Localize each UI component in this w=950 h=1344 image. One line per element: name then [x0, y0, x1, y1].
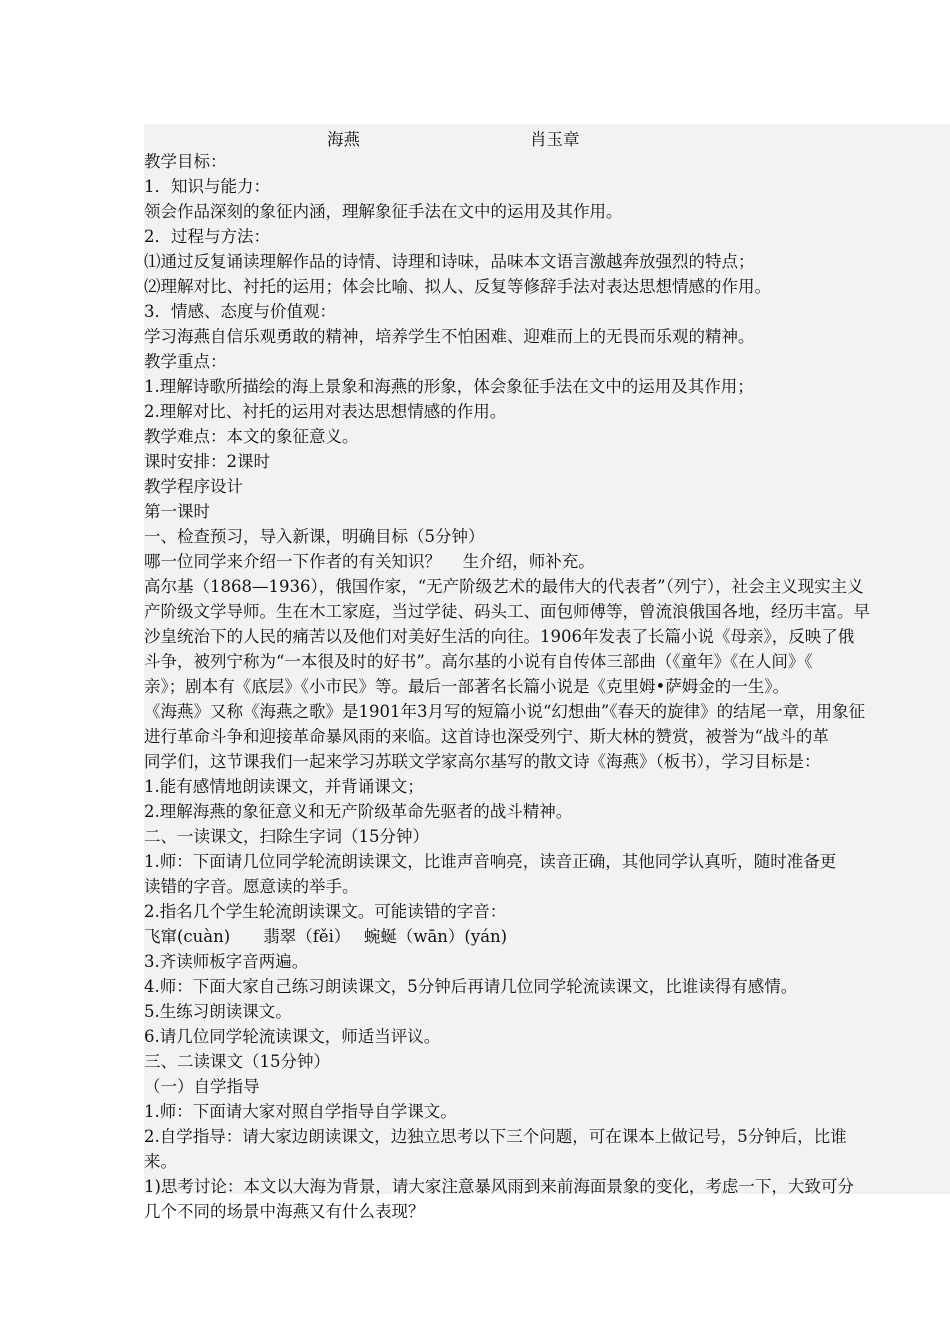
text-line: 教学程序设计	[144, 477, 243, 496]
text-line: 1)思考讨论：本文以大海为背景，请大家注意暴风雨到来前海面景象的变化，考虑一下，大致可分	[144, 1177, 854, 1196]
text-line: 斗争，被列宁称为“一本很及时的好书”。高尔基的小说有自传体三部曲（《童年》《在人间》《	[144, 652, 813, 671]
text-line: 《海燕》又称《海燕之歌》是1901年3月写的短篇小说“幻想曲”《春天的旋律》的结尾一章，用象征	[144, 702, 866, 721]
document-body	[144, 149, 950, 1224]
text-line: 1.师：下面请大家对照自学指导自学课文。	[144, 1102, 457, 1121]
text-line: 教学难点：本文的象征意义。	[144, 427, 359, 446]
text-line: 2.理解对比、衬托的运用对表达思想情感的作用。	[144, 402, 507, 421]
text-line: 来。	[144, 1152, 177, 1171]
text-line: 第一课时	[144, 502, 210, 521]
text-line: 高尔基（1868—1936），俄国作家，“无产阶级艺术的最伟大的代表者”（列宁），社会主义现实主义	[144, 577, 864, 596]
text-line: ⑵理解对比、衬托的运用；体会比喻、拟人、反复等修辞手法对表达思想情感的作用。	[144, 277, 771, 296]
text-line: 产阶级文学导师。生在木工家庭，当过学徒、码头工、面包师傅等，曾流浪俄国各地，经历丰富。早	[144, 602, 870, 621]
text-line: 领会作品深刻的象征内涵，理解象征手法在文中的运用及其作用。	[144, 202, 623, 221]
text-line: 几个不同的场景中海燕又有什么表现？	[144, 1202, 425, 1221]
text-line: 2.指名几个学生轮流朗读课文。可能读错的字音：	[144, 902, 507, 921]
text-line: 5.生练习朗读课文。	[144, 1002, 292, 1021]
text-line: 3．情感、态度与价值观：	[144, 302, 336, 321]
text-line: 亲》；剧本有《底层》《小市民》等。最后一部著名长篇小说是《克里姆•萨姆金的一生》。	[144, 677, 789, 696]
text-line: 一、检查预习，导入新课，明确目标（5分钟）	[144, 527, 485, 546]
text-line: 课时安排：2课时	[144, 452, 270, 471]
document-title: 海燕	[327, 130, 360, 149]
text-line: 同学们，这节课我们一起来学习苏联文学家高尔基写的散文诗《海燕》（板书），学习目标是：	[144, 752, 821, 771]
text-line: 1.理解诗歌所描绘的海上景象和海燕的形象，体会象征手法在文中的运用及其作用；	[144, 377, 754, 396]
text-line: （一）自学指导	[144, 1077, 260, 1096]
text-line: 3.齐读师板字音两遍。	[144, 952, 309, 971]
text-line: 2.自学指导：请大家边朗读课文，边独立思考以下三个问题，可在课本上做记号，5分钟后，比谁	[144, 1127, 847, 1146]
text-line: 进行革命斗争和迎接革命暴风雨的来临。这首诗也深受列宁、斯大林的赞赏，被誉为“战斗的革	[144, 727, 829, 746]
text-line: 飞窜(cuàn) 翡翠（fěi） 蜿蜒（wān）(yán)	[144, 927, 508, 946]
text-line: 2．过程与方法：	[144, 227, 270, 246]
text-line: 哪一位同学来介绍一下作者的有关知识？ 生介绍，师补充。	[144, 552, 595, 571]
text-line: 沙皇统治下的人民的痛苦以及他们对美好生活的向往。1906年发表了长篇小说《母亲》，反映了俄	[144, 627, 855, 646]
text-line: 读错的字音。愿意读的举手。	[144, 877, 359, 896]
text-line: 教学目标：	[144, 152, 227, 171]
text-line: 1.能有感情地朗读课文，并背诵课文；	[144, 777, 424, 796]
text-line: ⑴通过反复诵读理解作品的诗情、诗理和诗味，品味本文语言激越奔放强烈的特点；	[144, 252, 755, 271]
text-line: 2.理解海燕的象征意义和无产阶级革命先驱者的战斗精神。	[144, 802, 573, 821]
document-author: 肖玉章	[530, 130, 580, 149]
text-line: 1.师：下面请几位同学轮流朗读课文，比谁声音响亮，读音正确，其他同学认真听，随时准备更	[144, 852, 837, 871]
text-line: 教学重点：	[144, 352, 227, 371]
text-line: 1．知识与能力：	[144, 177, 270, 196]
text-line: 二、一读课文，扫除生字词（15分钟）	[144, 827, 429, 846]
document-page	[144, 124, 950, 1221]
text-line: 4.师：下面大家自己练习朗读课文，5分钟后再请几位同学轮流读课文，比谁读得有感情。	[144, 977, 798, 996]
text-line: 6.请几位同学轮流读课文，师适当评议。	[144, 1027, 441, 1046]
text-line: 学习海燕自信乐观勇敢的精神，培养学生不怕困难、迎难而上的无畏而乐观的精神。	[144, 327, 755, 346]
title-row	[144, 124, 950, 149]
text-line: 三、二读课文（15分钟）	[144, 1052, 330, 1071]
